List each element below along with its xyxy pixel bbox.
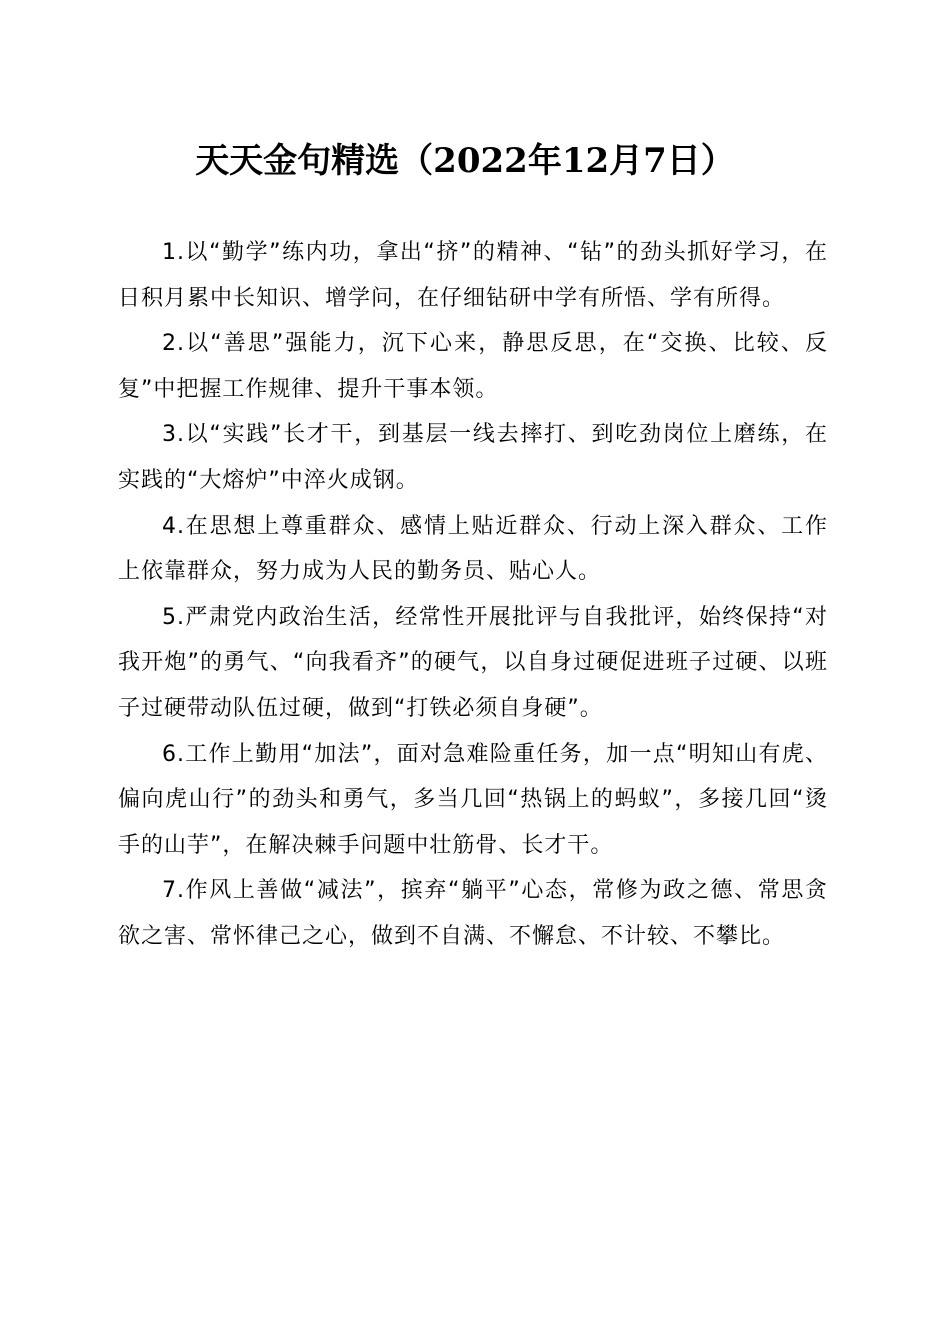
paragraph-6: 6.工作上勤用“加法”，面对急难险重任务，加一点“明知山有虎、偏向虎山行”的劲头和勇气，多当几回“热锅上的蚂蚁”，多接几回“烫手的山芋”，在解决棘手问题中壮筋骨、长才干。 <box>118 741 828 858</box>
paragraph-7: 7.作风上善做“减法”，摈弃“躺平”心态，常修为政之德、常思贪欲之害、常怀律己之心，做到不自满、不懈怠、不计较、不攀比。 <box>118 878 828 949</box>
paragraph-1: 1.以“勤学”练内功，拿出“挤”的精神、“钻”的劲头抓好学习，在日积月累中长知识、增学问，在仔细钻研中学有所悟、学有所得。 <box>118 240 828 311</box>
document-title: 天天金句精选（2022年12月7日） <box>195 141 735 181</box>
paragraph-4: 4.在思想上尊重群众、感情上贴近群众、行动上深入群众、工作上依靠群众，努力成为人民的勤务员、贴心人。 <box>118 513 828 585</box>
paragraph-2: 2.以“善思”强能力，沉下心来，静思反思，在“交换、比较、反复”中把握工作规律、提升干事本领。 <box>118 331 828 402</box>
document-body <box>118 230 828 960</box>
paragraph-5: 5.严肃党内政治生活，经常性开展批评与自我批评，始终保持“对我开炮”的勇气、“向我看齐”的硬气，以自身过硬促进班子过硬、以班子过硬带动队伍过硬，做到“打铁必须自身硬”。 <box>118 604 828 721</box>
paragraph-3: 3.以“实践”长才干，到基层一线去摔打、到吃劲岗位上磨练，在实践的“大熔炉”中淬火成钢。 <box>118 422 828 493</box>
